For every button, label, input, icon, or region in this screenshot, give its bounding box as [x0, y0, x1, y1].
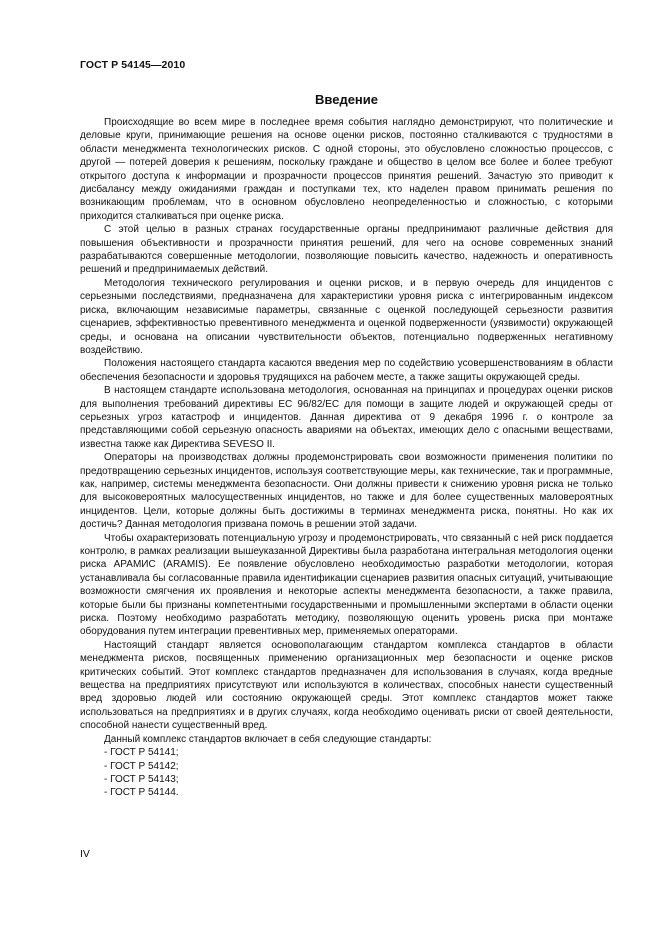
paragraph: Настоящий стандарт является основополагающим стандартом комплекса стандартов в области менеджмента рисков, посвященных применению организационных мер безопасности и оценке рисков критических событий. Этот комплекс стандартов предназначен для использования в случаях, когда вредные вещества на предприятиях присутствуют или используются в количествах, способных нанести существенный вред здоровью людей или состоянию окружающей среды. Этот комплекс стандартов может также использоваться на предприятиях и в других случаях, когда необходимо оценивать риски от своей деятельности, способной нанести существенный вред.: [80, 639, 613, 732]
paragraph: Положения настоящего стандарта касаются введения мер по содействию усовершенствованиям в области обеспечения безопасности и здоровья трудящихся на рабочем месте, а также защиты окружающей среды.: [80, 358, 613, 383]
paragraph: В настоящем стандарте использована методология, основанная на принципах и процедурах оценки рисков для выполнения требований директивы ЕС 96/82/ЕС для помощи в защите людей и окружающей среды от серьезных угроз катастроф и инцидентов. Данная директива от 9 декабря 1996 г. о контроле за представляющими собой серьезную опасность авариями на объектах, имеющих дело с опасными веществами, известна также как Директива SEVESO II.: [80, 385, 613, 450]
standards-list: [80, 746, 613, 800]
document-body: [80, 116, 613, 800]
document-header-id: ГОСТ Р 54145—2010: [80, 59, 186, 71]
paragraph: Происходящие во всем мире в последнее время события наглядно демонстрируют, что политические и деловые круги, принимающие решения на основе оценки рисков, постоянно сталкиваются с трудностями в области менеджмента технологических рисков. С одной стороны, это обусловлено сложностью процессов, с другой — потерей доверия к решениям, поскольку граждане и общество в целом все более и более требуют открытого доступа к информации и прозрачности процессов принятия решений. Зачастую это приводит к дисбалансу между ожиданиями граждан и поступками тех, кто наделен правом принимать решения по возникающим проблемам, что в основном обусловлено неопределенностью и сложностью, с которыми приходится сталкиваться при оценке риска.: [80, 117, 613, 222]
paragraph: Операторы на производствах должны продемонстрировать свои возможности применения политики по предотвращению серьезных инцидентов, используя соответствующие меры, как технические, так и программные, как, например, системы менеджмента безопасности. Они должны привести к снижению уровня риска не только для высоковероятных малосущественных инцидентов, но также и для более существенных маловероятных инцидентов. Цели, которые должны быть достижимы в терминах менеджмента риска, понятны. Но как их достичь? Данная методология призвана помочь в решении этой задачи.: [80, 452, 613, 531]
page-number: IV: [80, 848, 90, 860]
paragraph: С этой целью в разных странах государственные органы предпринимают различные действия для повышения объективности и прозрачности принятия решений, для чего на основе современных знаний разрабатываются совершенные методологии, позволяющие повысить качество, надежность и оперативность решений и предпринимаемых действий.: [80, 224, 613, 276]
paragraph: Данный комплекс стандартов включает в себя следующие стандарты:: [104, 733, 432, 745]
list-item: - ГОСТ Р 54144.: [104, 787, 179, 799]
list-item: - ГОСТ Р 54143;: [104, 773, 179, 785]
list-item: - ГОСТ Р 54142;: [104, 760, 179, 772]
list-item: - ГОСТ Р 54141;: [104, 747, 179, 759]
paragraph: Методология технического регулирования и оценки рисков, и в первую очередь для инцидентов с серьезными последствиями, предназначена для характеристики уровня риска с интегрированным индексом риска, включающим независимые параметры, связанные с оценкой последующей серьезности развития сценариев, эффективностью превентивного менеджмента и оценкой подверженности (уязвимости) окружающей среды, и основана на описании чувствительности объектов, потенциально подверженных негативному воздействию.: [80, 277, 613, 356]
paragraph: Чтобы охарактеризовать потенциальную угрозу и продемонстрировать, что связанный с ней риск поддается контролю, в рамках реализации вышеуказанной Директивы была разработана интегральная методология оценки риска АРАМИС (ARAMIS). Ее появление обусловлено необходимостью разработки методологии, которая устанавливала бы согласованные правила идентификации сценариев развития опасных ситуаций, учитывающие возможности смягчения их проявления и некоторые аспекты менеджмента безопасности, а также правила, которые были бы признаны компетентными государственными и промышленными экспертами в области оценки риска. Поэтому необходимо разработать методику, позволяющую оценить уровень риска при монтаже оборудования путем интеграции превентивных мер, применяемых операторами.: [80, 532, 613, 638]
section-title: Введение: [315, 92, 378, 107]
